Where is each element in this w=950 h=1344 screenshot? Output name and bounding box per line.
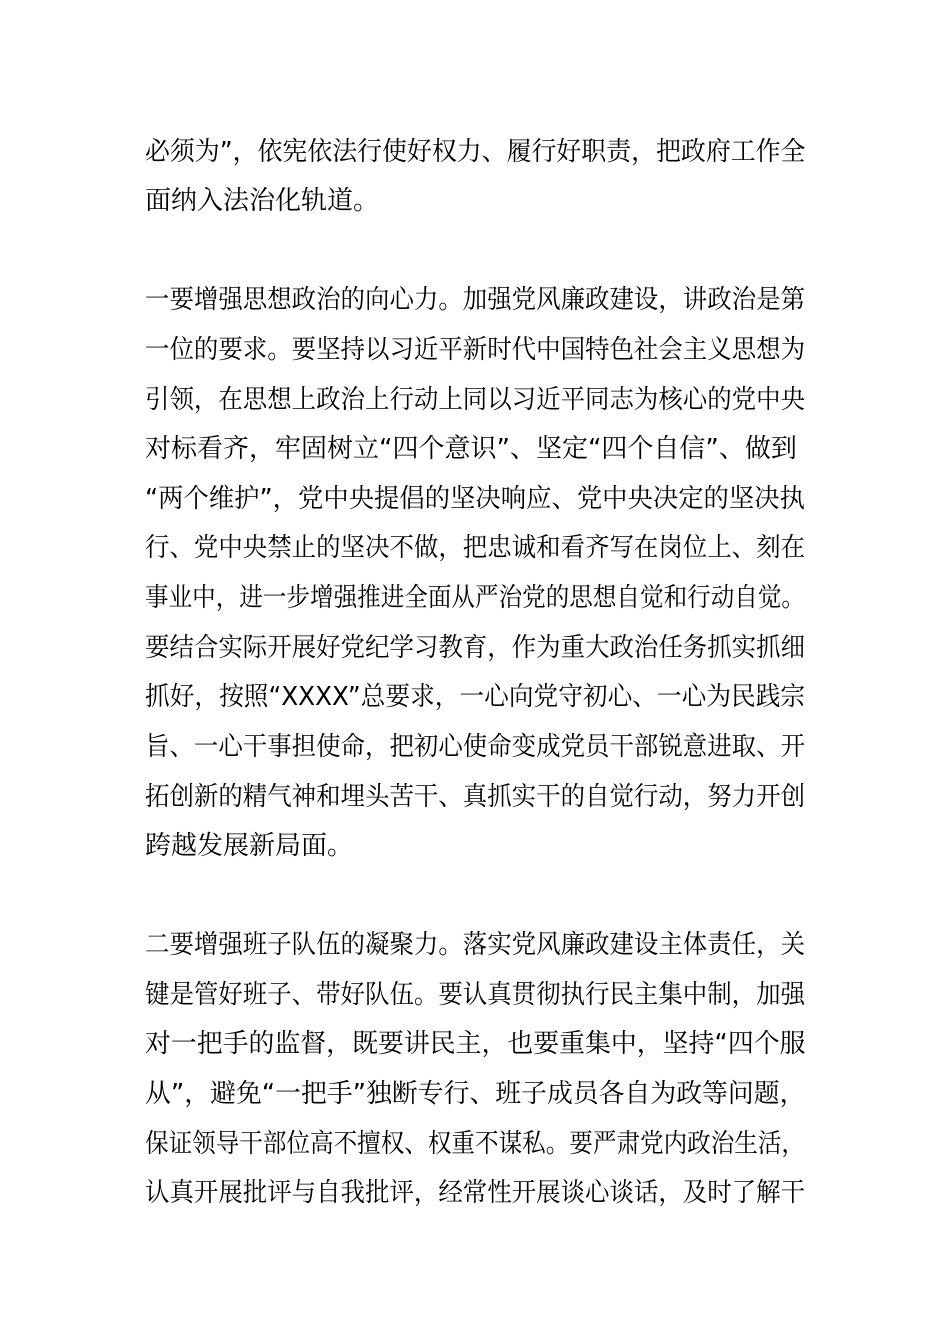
paragraph-1-line-2: 面纳入法治化轨道。: [145, 186, 380, 216]
paragraph-2-line-7: 事业中，进一步增强推进全面从严治党的思想自觉和行动自觉。: [145, 583, 806, 613]
paragraph-2-line-11: 拓创新的精气神和埋头苦干、真抓实干的自觉行动，努力开创: [145, 782, 806, 812]
paragraph-3-line-5: 保证领导干部位高不擅权、权重不谋私。要严肃党内政治生活，: [145, 1129, 806, 1159]
paragraph-2-line-1: 一要增强思想政治的向心力。加强党风廉政建设，讲政治是第: [145, 285, 806, 315]
paragraph-1-line-1: 必须为”，依宪依法行使好权力、履行好职责，把政府工作全: [145, 137, 806, 167]
paragraph-3-line-4: 从”，避免“一把手”独断专行、班子成员各自为政等问题，: [145, 1079, 806, 1109]
paragraph-2-line-3: 引领，在思想上政治上行动上同以习近平同志为核心的党中央: [145, 385, 806, 415]
paragraph-2-line-5: “两个维护”，党中央提倡的坚决响应、党中央决定的坚决执: [145, 484, 805, 514]
paragraph-3-line-2: 键是管好班子、带好队伍。要认真贯彻执行民主集中制，加强: [145, 980, 806, 1010]
paragraph-2-line-8: 要结合实际开展好党纪学习教育，作为重大政治任务抓实抓细: [145, 633, 806, 663]
paragraph-2-line-10: 旨、一心干事担使命，把初心使命变成党员干部锐意进取、开: [145, 732, 806, 762]
paragraph-3-line-6: 认真开展批评与自我批评，经常性开展谈心谈话，及时了解干: [145, 1178, 806, 1208]
paragraph-3-line-1: 二要增强班子队伍的凝聚力。落实党风廉政建设主体责任，关: [145, 930, 806, 960]
paragraph-2-line-9: 抓好，按照“XXXX”总要求，一心向党守初心、一心为民践宗: [145, 682, 806, 712]
paragraph-2-line-6: 行、党中央禁止的坚决不做，把忠诚和看齐写在岗位上、刻在: [145, 533, 806, 563]
paragraph-3-line-3: 对一把手的监督，既要讲民主，也要重集中，坚持“四个服: [145, 1029, 806, 1059]
paragraph-2-line-4: 对标看齐，牢固树立“四个意识”、坚定“四个自信”、做到: [145, 434, 797, 464]
paragraph-2-line-12: 跨越发展新局面。: [145, 831, 354, 861]
paragraph-2-line-2: 一位的要求。要坚持以习近平新时代中国特色社会主义思想为: [145, 335, 806, 365]
